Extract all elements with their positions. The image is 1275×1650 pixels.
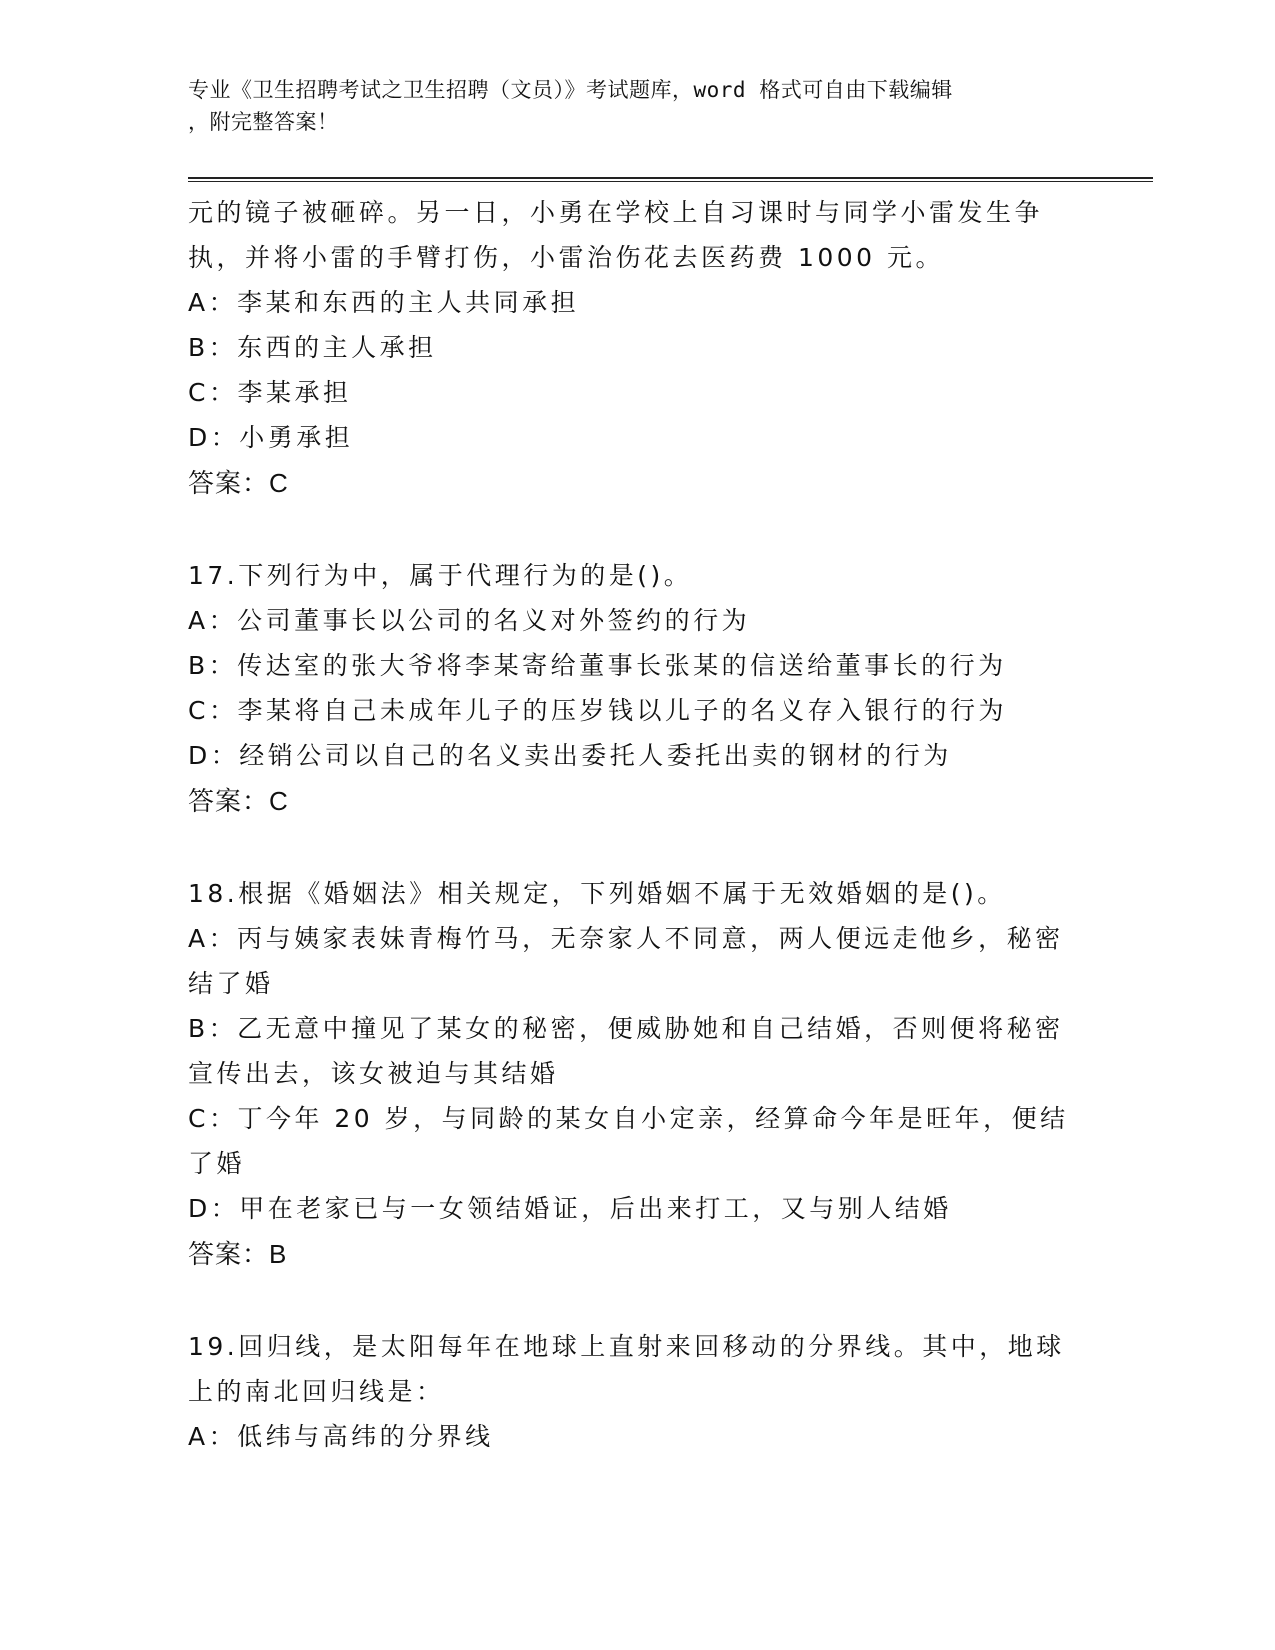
question-19 [188, 1324, 1088, 1459]
header-divider [188, 177, 1153, 182]
answer-line: 答案：B [188, 1239, 288, 1269]
option-b: B：传达室的张大爷将李某寄给董事长张某的信送给董事长的行为 [188, 651, 1007, 680]
option-d: D：甲在老家已与一女领结婚证，后出来打工，又与别人结婚 [188, 1194, 952, 1223]
question-stem: 18.根据《婚姻法》相关规定，下列婚姻不属于无效婚姻的是()。 [188, 879, 1006, 908]
document-body [188, 190, 1088, 1459]
option-c: C：丁今年 20 岁，与同龄的某女自小定亲，经算命今年是旺年，便结 [188, 1104, 1069, 1133]
header-line-2: ，附完整答案！ [188, 110, 339, 134]
option-c: C：李某将自己未成年儿子的压岁钱以儿子的名义存入银行的行为 [188, 696, 1007, 725]
option-a: A：公司董事长以公司的名义对外签约的行为 [188, 606, 751, 635]
page-header [188, 74, 1068, 138]
option-b: B：东西的主人承担 [188, 333, 437, 362]
spacer [188, 1277, 1088, 1324]
option-c-continued: 了婚 [188, 1149, 246, 1178]
option-d: D：小勇承担 [188, 423, 354, 452]
question-18 [188, 871, 1088, 1277]
question-17 [188, 553, 1088, 824]
question-stem-continued: 上的南北回归线是： [188, 1377, 445, 1406]
question-text-line: 元的镜子被砸碎。另一日，小勇在学校上自习课时与同学小雷发生争 [188, 198, 1044, 227]
question-stem: 17.下列行为中，属于代理行为的是()。 [188, 561, 693, 590]
question-continued [188, 190, 1088, 506]
option-c: C：李某承担 [188, 378, 352, 407]
option-d: D：经销公司以自己的名义卖出委托人委托出卖的钢材的行为 [188, 741, 952, 770]
option-b: B：乙无意中撞见了某女的秘密，便威胁她和自己结婚，否则便将秘密 [188, 1014, 1064, 1043]
spacer [188, 824, 1088, 871]
option-a: A：低纬与高纬的分界线 [188, 1422, 494, 1451]
option-a: A：丙与姨家表妹青梅竹马，无奈家人不同意，两人便远走他乡，秘密 [188, 924, 1064, 953]
answer-line: 答案：C [188, 786, 289, 816]
option-a-continued: 结了婚 [188, 969, 274, 998]
option-b-continued: 宣传出去，该女被迫与其结婚 [188, 1059, 559, 1088]
question-stem: 19.回归线，是太阳每年在地球上直射来回移动的分界线。其中，地球 [188, 1332, 1065, 1361]
answer-line: 答案：C [188, 468, 289, 498]
header-line-1: 专业《卫生招聘考试之卫生招聘（文员）》考试题库，word 格式可自由下载编辑 [188, 78, 953, 102]
option-a: A：李某和东西的主人共同承担 [188, 288, 580, 317]
question-text-line: 执，并将小雷的手臂打伤，小雷治伤花去医药费 1000 元。 [188, 243, 945, 272]
spacer [188, 506, 1088, 553]
